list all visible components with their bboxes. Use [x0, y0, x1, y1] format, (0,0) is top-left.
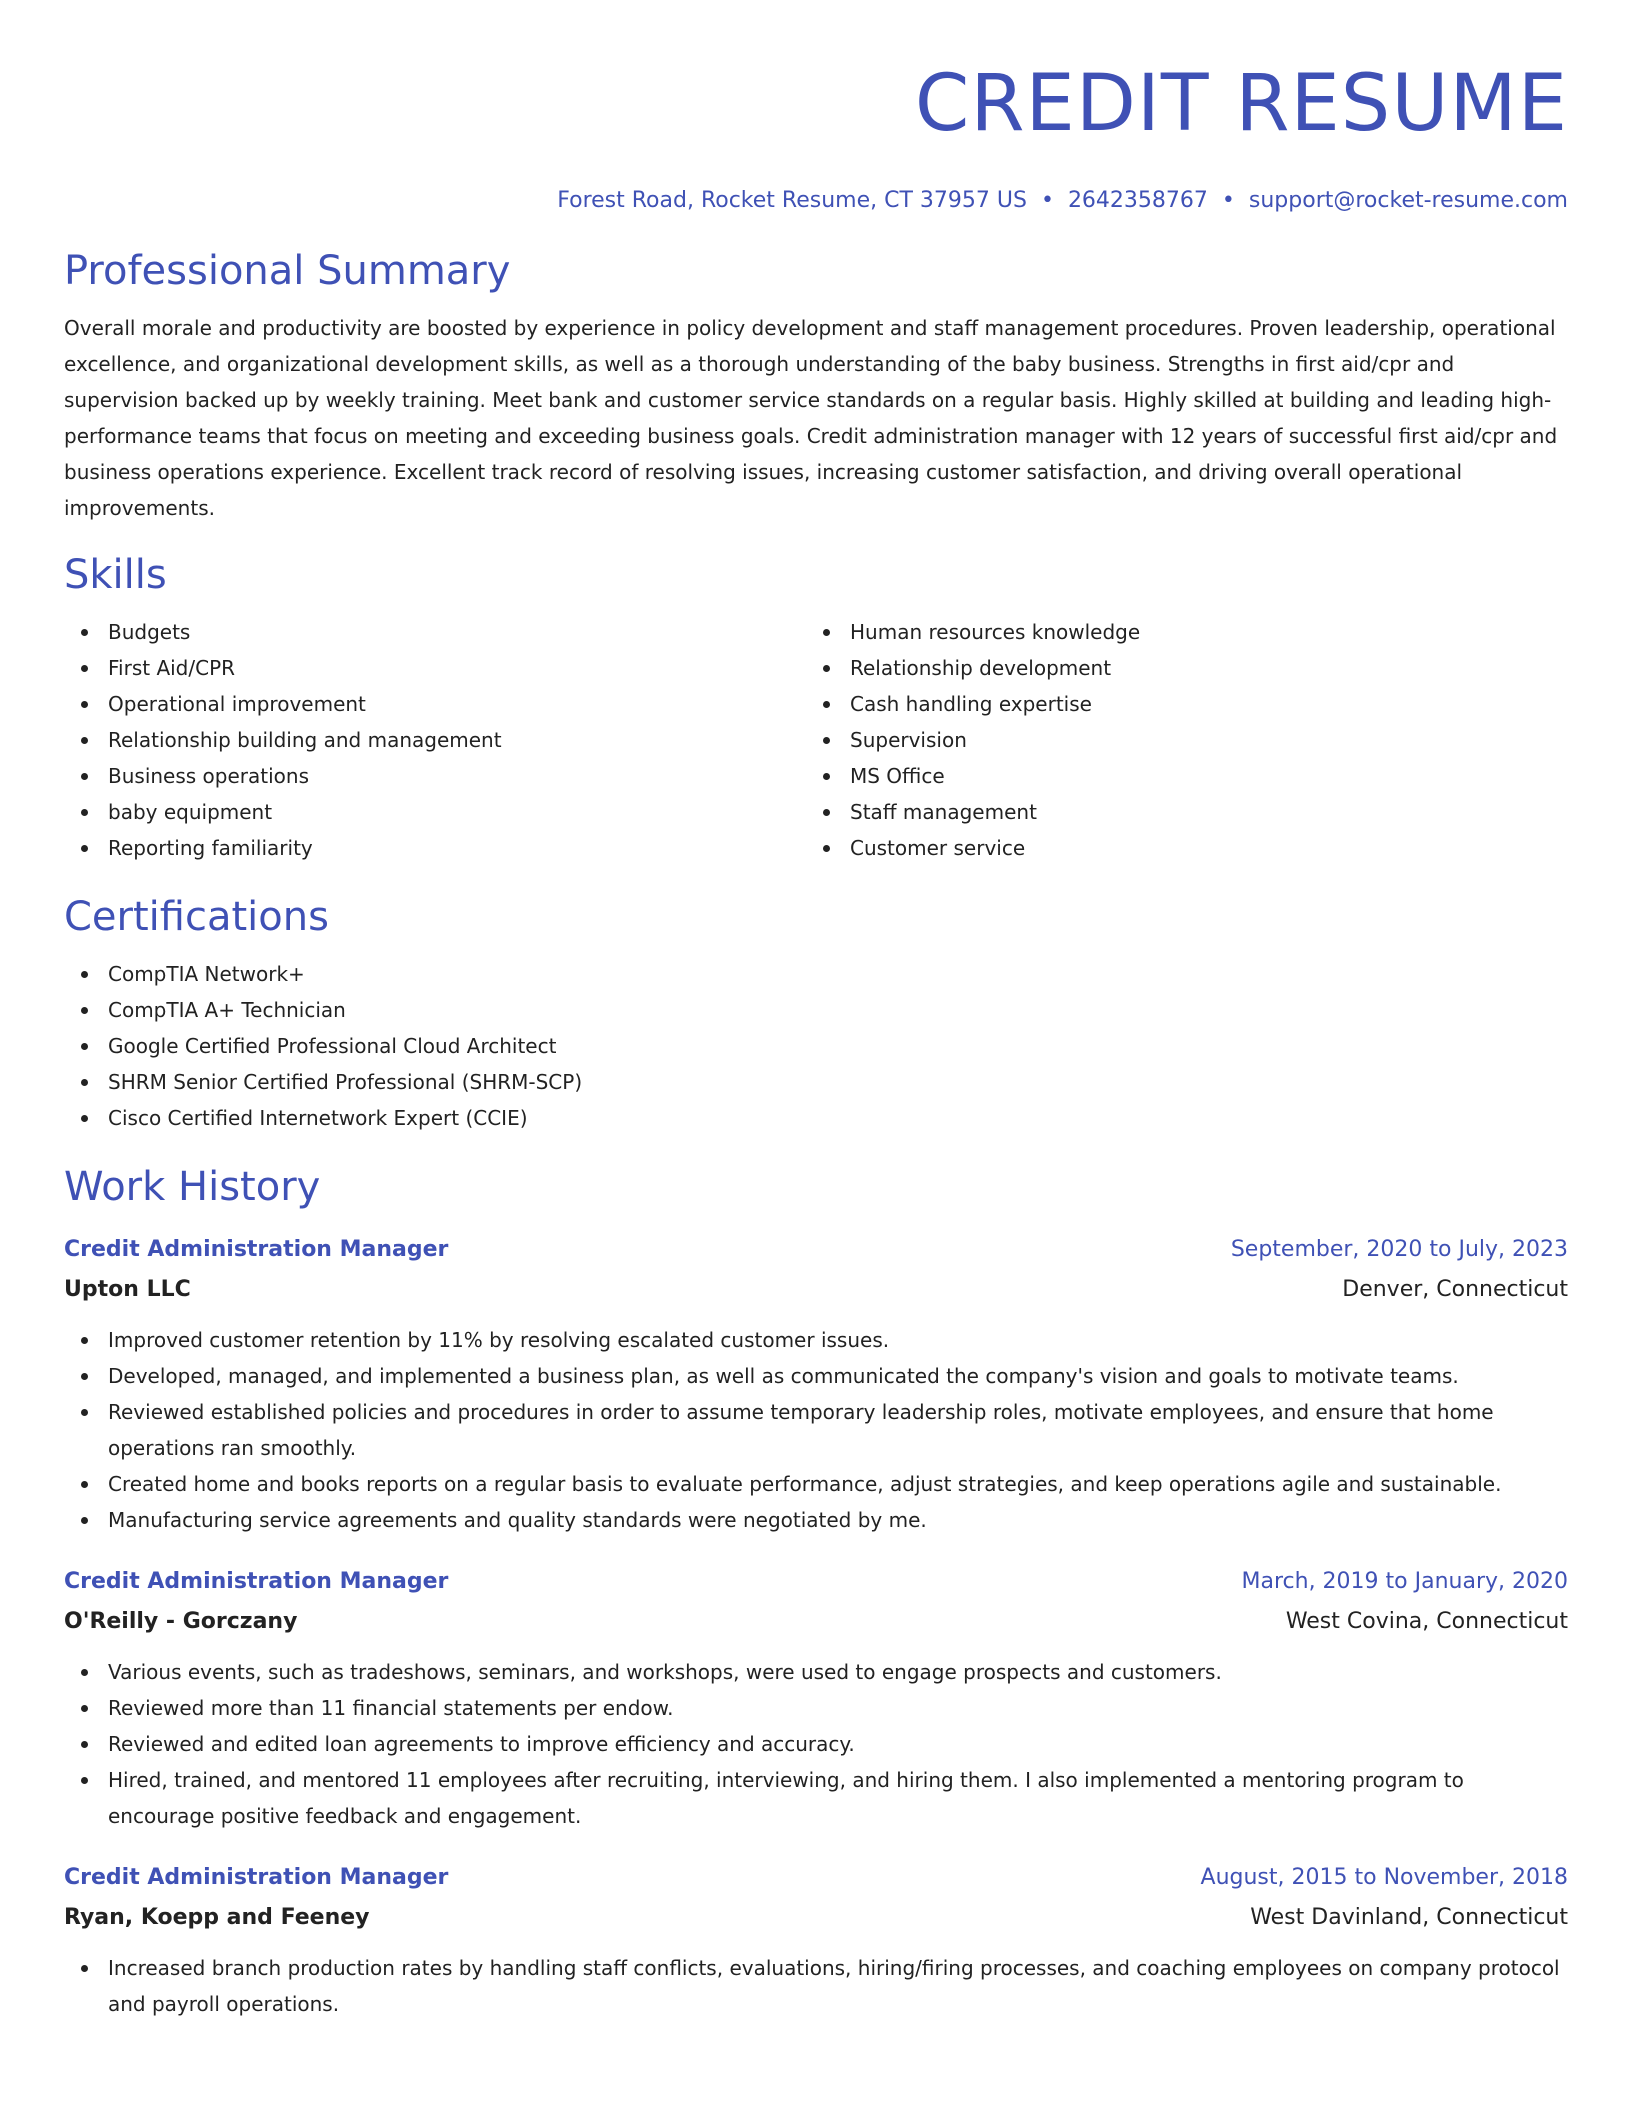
job-title-row [64, 1562, 1568, 1602]
contact-line [64, 186, 1568, 216]
skill-item: Staff management [806, 794, 1548, 830]
certifications-list [64, 956, 1568, 1136]
certification-item: CompTIA A+ Technician [64, 992, 1568, 1028]
skill-item: baby equipment [64, 794, 806, 830]
job-location: West Davinland, Connecticut [1250, 1905, 1568, 1930]
skill-item: Operational improvement [64, 686, 806, 722]
certification-item: SHRM Senior Certified Professional (SHRM-SCP) [64, 1064, 1568, 1100]
job-title: Credit Administration Manager [64, 1569, 449, 1594]
job-title: Credit Administration Manager [64, 1865, 449, 1890]
contact-address: Forest Road, Rocket Resume, CT 37957 US [557, 188, 1027, 213]
job-bullet: Reviewed more than 11 financial statements per endow. [64, 1690, 1568, 1726]
contact-phone: 2642358767 [1067, 188, 1208, 213]
skills-heading: Skills [64, 552, 167, 598]
skill-item: Supervision [806, 722, 1548, 758]
job-bullet: Hired, trained, and mentored 11 employees after recruiting, interviewing, and hiring them. I also implemented a mentoring program to encourage positive feedback and engagement. [64, 1762, 1568, 1834]
job-bullets [64, 1322, 1568, 1538]
job-company-row [64, 1602, 1568, 1642]
job-bullet: Increased branch production rates by handling staff conflicts, evaluations, hiring/firing processes, and coaching employees on company protocol and payroll operations. [64, 1950, 1568, 2022]
job-bullet: Various events, such as tradeshows, seminars, and workshops, were used to engage prospects and customers. [64, 1654, 1568, 1690]
job-bullet: Created home and books reports on a regular basis to evaluate performance, adjust strategies, and keep operations agile and sustainable. [64, 1466, 1568, 1502]
skill-item: Relationship development [806, 650, 1548, 686]
skill-item: First Aid/CPR [64, 650, 806, 686]
job-bullet: Reviewed established policies and procedures in order to assume temporary leadership roles, motivate employees, and ensure that home operations ran smoothly. [64, 1394, 1568, 1466]
job-title-row [64, 1858, 1568, 1898]
certification-item: Google Certified Professional Cloud Architect [64, 1028, 1568, 1064]
job-location: Denver, Connecticut [1342, 1277, 1568, 1302]
certifications-heading: Certifications [64, 894, 329, 940]
job-entry [64, 1230, 1568, 1538]
contact-email: support@rocket-resume.com [1248, 188, 1568, 213]
job-dates: March, 2019 to January, 2020 [1241, 1569, 1568, 1594]
skill-item: Reporting familiarity [64, 830, 806, 866]
skill-item: Human resources knowledge [806, 614, 1548, 650]
work-history-heading: Work History [64, 1164, 321, 1210]
job-bullet: Developed, managed, and implemented a business plan, as well as communicated the company's vision and goals to motivate teams. [64, 1358, 1568, 1394]
job-entry [64, 1858, 1568, 2022]
job-bullets [64, 1950, 1568, 2022]
skill-item: Relationship building and management [64, 722, 806, 758]
job-company: Upton LLC [64, 1277, 191, 1302]
skill-item: Budgets [64, 614, 806, 650]
job-title-row [64, 1230, 1568, 1270]
certification-item: CompTIA Network+ [64, 956, 1568, 992]
resume-page [64, 0, 1568, 2022]
skill-item: Business operations [64, 758, 806, 794]
job-company: O'Reilly - Gorczany [64, 1609, 298, 1634]
job-company-row [64, 1270, 1568, 1310]
job-company-row [64, 1898, 1568, 1938]
certification-item: Cisco Certified Internetwork Expert (CCIE) [64, 1100, 1568, 1136]
resume-title: CREDIT RESUME [914, 59, 1568, 149]
contact-separator: • [1221, 188, 1235, 213]
job-bullets [64, 1654, 1568, 1834]
skills-list-left [64, 614, 806, 866]
job-dates: August, 2015 to November, 2018 [1200, 1865, 1568, 1890]
job-dates: September, 2020 to July, 2023 [1230, 1237, 1568, 1262]
summary-text: Overall morale and productivity are boosted by experience in policy development and staff management procedures. Proven leadership, operational excellence, and organizational development skills, as well as a thorough understanding of the baby business. Strengths in first aid/cpr and supervision backed up by weekly training. Meet bank and customer service standards on a regular basis. Highly skilled at building and leading high-performance teams that focus on meeting and exceeding business goals. Credit administration manager with 12 years of successful first aid/cpr and business operations experience. Excellent track record of resolving issues, increasing customer satisfaction, and driving overall operational improvements. [64, 316, 1558, 520]
summary-heading: Professional Summary [64, 248, 511, 294]
job-entry [64, 1562, 1568, 1834]
skills-grid [64, 614, 1568, 866]
skill-item: Customer service [806, 830, 1548, 866]
skill-item: Cash handling expertise [806, 686, 1548, 722]
skills-list-right [806, 614, 1548, 866]
contact-separator: • [1040, 188, 1054, 213]
job-bullet: Improved customer retention by 11% by resolving escalated customer issues. [64, 1322, 1568, 1358]
job-location: West Covina, Connecticut [1285, 1609, 1568, 1634]
job-company: Ryan, Koepp and Feeney [64, 1905, 370, 1930]
job-title: Credit Administration Manager [64, 1237, 449, 1262]
job-bullet: Manufacturing service agreements and quality standards were negotiated by me. [64, 1502, 1568, 1538]
job-bullet: Reviewed and edited loan agreements to improve efficiency and accuracy. [64, 1726, 1568, 1762]
skill-item: MS Office [806, 758, 1548, 794]
